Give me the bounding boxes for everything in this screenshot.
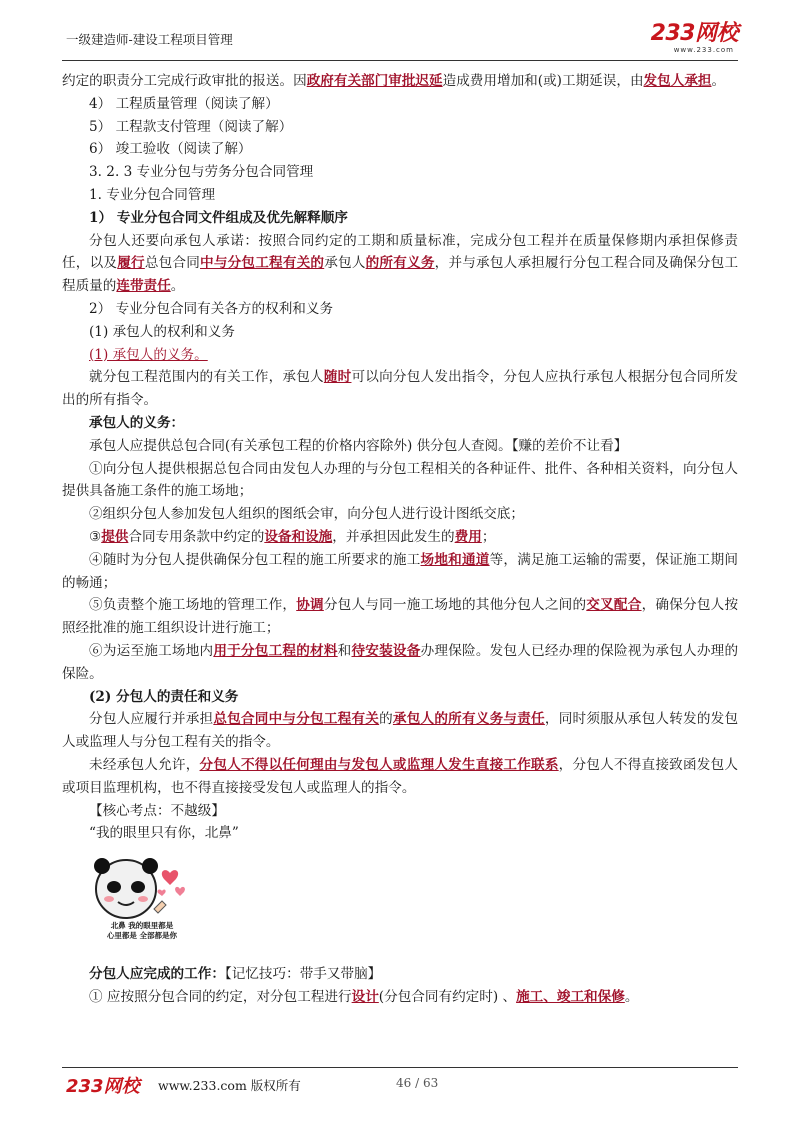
- highlighted-keyword: 待安装设备: [351, 642, 421, 659]
- meme-caption: 北鼻 我的眼里都是 心里都是 全部都是你: [106, 921, 178, 941]
- text-run: 造成费用增加和(或)工期延误，由: [442, 73, 644, 89]
- highlighted-keyword: 交叉配合: [586, 597, 642, 614]
- logo-url: www.233.com: [673, 46, 734, 54]
- highlighted-keyword: 连带责任: [116, 278, 171, 295]
- highlighted-keyword: 随时: [323, 369, 352, 386]
- text-run: 。: [711, 73, 726, 89]
- text-run: ，同时须服从承包人转发的发包人或监理人与分包工程有关的指令。: [62, 711, 739, 751]
- page-footer: [62, 1072, 738, 1096]
- text-run: ⑥为运至施工场地内: [89, 642, 214, 659]
- paragraph: [62, 298, 738, 321]
- text-run: ，并承担因此发生的: [332, 528, 455, 545]
- text-run: 4） 工程质量管理（阅读了解）: [89, 95, 279, 112]
- highlighted-keyword: 分包人不得以任何理由与发包人或监理人发生直接工作联系: [199, 756, 559, 773]
- text-run: ，并与承包人承担履行分包工程合同及确保分包工程质量的: [62, 255, 739, 295]
- highlighted-keyword: 政府有关部门审批迟延: [306, 73, 443, 89]
- paragraphs-bottom: [62, 963, 738, 1009]
- text-run: (分包合同有约定时) 、: [378, 988, 517, 1005]
- paragraph: [62, 963, 738, 986]
- highlighted-keyword: 中与分包工程有关的: [200, 255, 325, 272]
- text-run: (2) 分包人的责任和义务: [89, 688, 239, 705]
- highlighted-keyword: 用于分包工程的材料: [213, 642, 338, 659]
- paragraph: [62, 458, 738, 504]
- highlighted-keyword: 发包人承担: [643, 73, 712, 89]
- highlighted-keyword: 场地和通道: [420, 551, 490, 568]
- footer-copyright: www.233.com 版权所有: [158, 1078, 301, 1093]
- text-run: ；: [481, 528, 496, 545]
- highlighted-keyword: 总包合同中与分包工程有关: [213, 711, 380, 728]
- text-run: ，确保分包人按照经批准的施工组织设计进行施工；: [62, 597, 739, 637]
- paragraph: [62, 321, 738, 344]
- text-run: 3. 2. 3 专业分包与劳务分包合同管理: [89, 164, 314, 181]
- text-run: 可以向分包人发出指令，分包人应执行承包人根据分包合同所发出的所有指令。: [62, 369, 739, 409]
- highlighted-keyword: (1) 承包人的义务。: [89, 346, 208, 363]
- text-run: 总包合同: [144, 255, 201, 272]
- text-run: 。: [624, 988, 639, 1005]
- text-run: ④随时为分包人提供确保分包工程的施工所要求的施工: [89, 551, 421, 568]
- paragraph: [62, 344, 738, 367]
- text-run: 分包人与同一施工场地的其他分包人之间的: [323, 597, 587, 614]
- text-run: 和: [337, 642, 352, 659]
- text-run: ，分包人不得直接致函发包人或项目监理机构，也不得直接接受发包人或监理人的指令。: [62, 756, 739, 796]
- text-run: ①向分包人提供根据总包合同由发包人办理的与分包工程相关的各种证件、批件、各种相关资料，向分包人提供具备施工条件的施工场地；: [62, 460, 738, 500]
- document-body: [62, 70, 738, 1009]
- text-run: 。: [170, 278, 185, 295]
- highlighted-keyword: 提供: [101, 528, 129, 545]
- text-run: 承包人的义务：: [89, 414, 185, 431]
- paragraph: [62, 526, 738, 549]
- text-run: ① 应按照分包合同的约定，对分包工程进行: [89, 988, 352, 1005]
- text-run: 合同专用条款中约定的: [128, 528, 265, 545]
- text-run: 【核心考点：不越级】: [89, 802, 225, 819]
- paragraph: [62, 594, 738, 640]
- paragraphs-top: [62, 70, 738, 845]
- paragraph: [62, 207, 738, 230]
- text-run: 分包人应履行并承担: [89, 711, 214, 728]
- text-run: 的: [379, 711, 393, 728]
- paragraph: [62, 230, 738, 298]
- text-run: 就分包工程范围内的有关工作，承包人: [89, 369, 324, 386]
- text-run: 1） 专业分包合同文件组成及优先解释顺序: [89, 209, 348, 226]
- paragraph: [62, 708, 738, 754]
- text-run: 2） 专业分包合同有关各方的权利和义务: [89, 300, 334, 317]
- header-title: 一级建造师-建设工程项目管理: [66, 32, 233, 47]
- footer-divider: [62, 1067, 738, 1068]
- paragraph: [62, 116, 738, 139]
- page-number: 46 / 63: [396, 1076, 439, 1090]
- paragraph: [62, 412, 738, 435]
- text-run: 6） 竣工验收（阅读了解）: [89, 141, 252, 158]
- text-run: 5） 工程款支付管理（阅读了解）: [89, 118, 293, 135]
- paragraph: [62, 640, 738, 686]
- text-run: (1) 承包人的权利和义务: [89, 323, 235, 340]
- paragraph: [62, 435, 738, 458]
- highlighted-keyword: 费用: [454, 528, 482, 545]
- paragraph: [62, 800, 738, 823]
- text-run: 办理保险。发包人已经办理的保险视为承包人办理的保险。: [62, 642, 739, 682]
- text-run: 承包人应提供总包合同(有关承包工程的价格内容除外) 供分包人查阅。【赚的差价不让看】: [89, 437, 628, 454]
- text-run: 承包人: [324, 255, 366, 272]
- highlighted-keyword: 设计: [351, 988, 379, 1005]
- paragraph: [62, 986, 738, 1009]
- footer-logo: 233网校: [66, 1076, 140, 1097]
- text-run: 约定的职责分工完成行政审批的报送。因: [62, 73, 307, 89]
- text-run: ②组织分包人参加发包人组织的图纸会审，向分包人进行设计图纸交底；: [89, 506, 524, 523]
- paragraph: [62, 161, 738, 184]
- paragraph: [62, 754, 738, 800]
- text-run: 【记忆技巧：带手又带脑】: [224, 966, 382, 983]
- highlighted-keyword: 履行: [117, 255, 145, 272]
- highlighted-keyword: 施工、竣工和保修: [516, 988, 625, 1005]
- brand-logo: [651, 22, 738, 54]
- highlighted-keyword: 设备和设施: [264, 528, 333, 545]
- text-run: 1. 专业分包合同管理: [89, 186, 216, 203]
- paragraph: [62, 138, 738, 161]
- paragraph: [62, 70, 738, 93]
- paragraph: [62, 549, 738, 595]
- highlighted-keyword: 协调: [296, 597, 324, 614]
- page-header: [62, 22, 738, 58]
- paragraph: [62, 686, 738, 709]
- logo-text: 233网校: [650, 21, 738, 46]
- text-run: 分包人还要向承包人承诺：按照合同约定的工期和质量标准，完成分包工程并在质量保修期内承担保修责任，以及: [62, 232, 738, 272]
- text-run: 未经承包人允许，: [89, 756, 200, 773]
- panda-meme-image: [92, 857, 192, 955]
- paragraph: [62, 366, 738, 412]
- paragraph: [62, 822, 738, 845]
- paragraph: [62, 93, 738, 116]
- panda-face-icon: [92, 857, 192, 921]
- highlighted-keyword: 的所有义务: [365, 255, 435, 272]
- text-run: “我的眼里只有你，北鼻”: [89, 825, 239, 842]
- header-divider: [62, 60, 738, 61]
- highlighted-keyword: 承包人的所有义务与责任: [392, 711, 545, 728]
- paragraph: [62, 503, 738, 526]
- text-run: 分包人应完成的工作：: [89, 966, 225, 983]
- paragraph: [62, 184, 738, 207]
- text-run: 等，满足施工运输的需要，保证施工期间的畅通；: [62, 551, 739, 591]
- text-run: ⑤负责整个施工场地的管理工作，: [89, 597, 297, 614]
- text-run: ③: [89, 528, 102, 545]
